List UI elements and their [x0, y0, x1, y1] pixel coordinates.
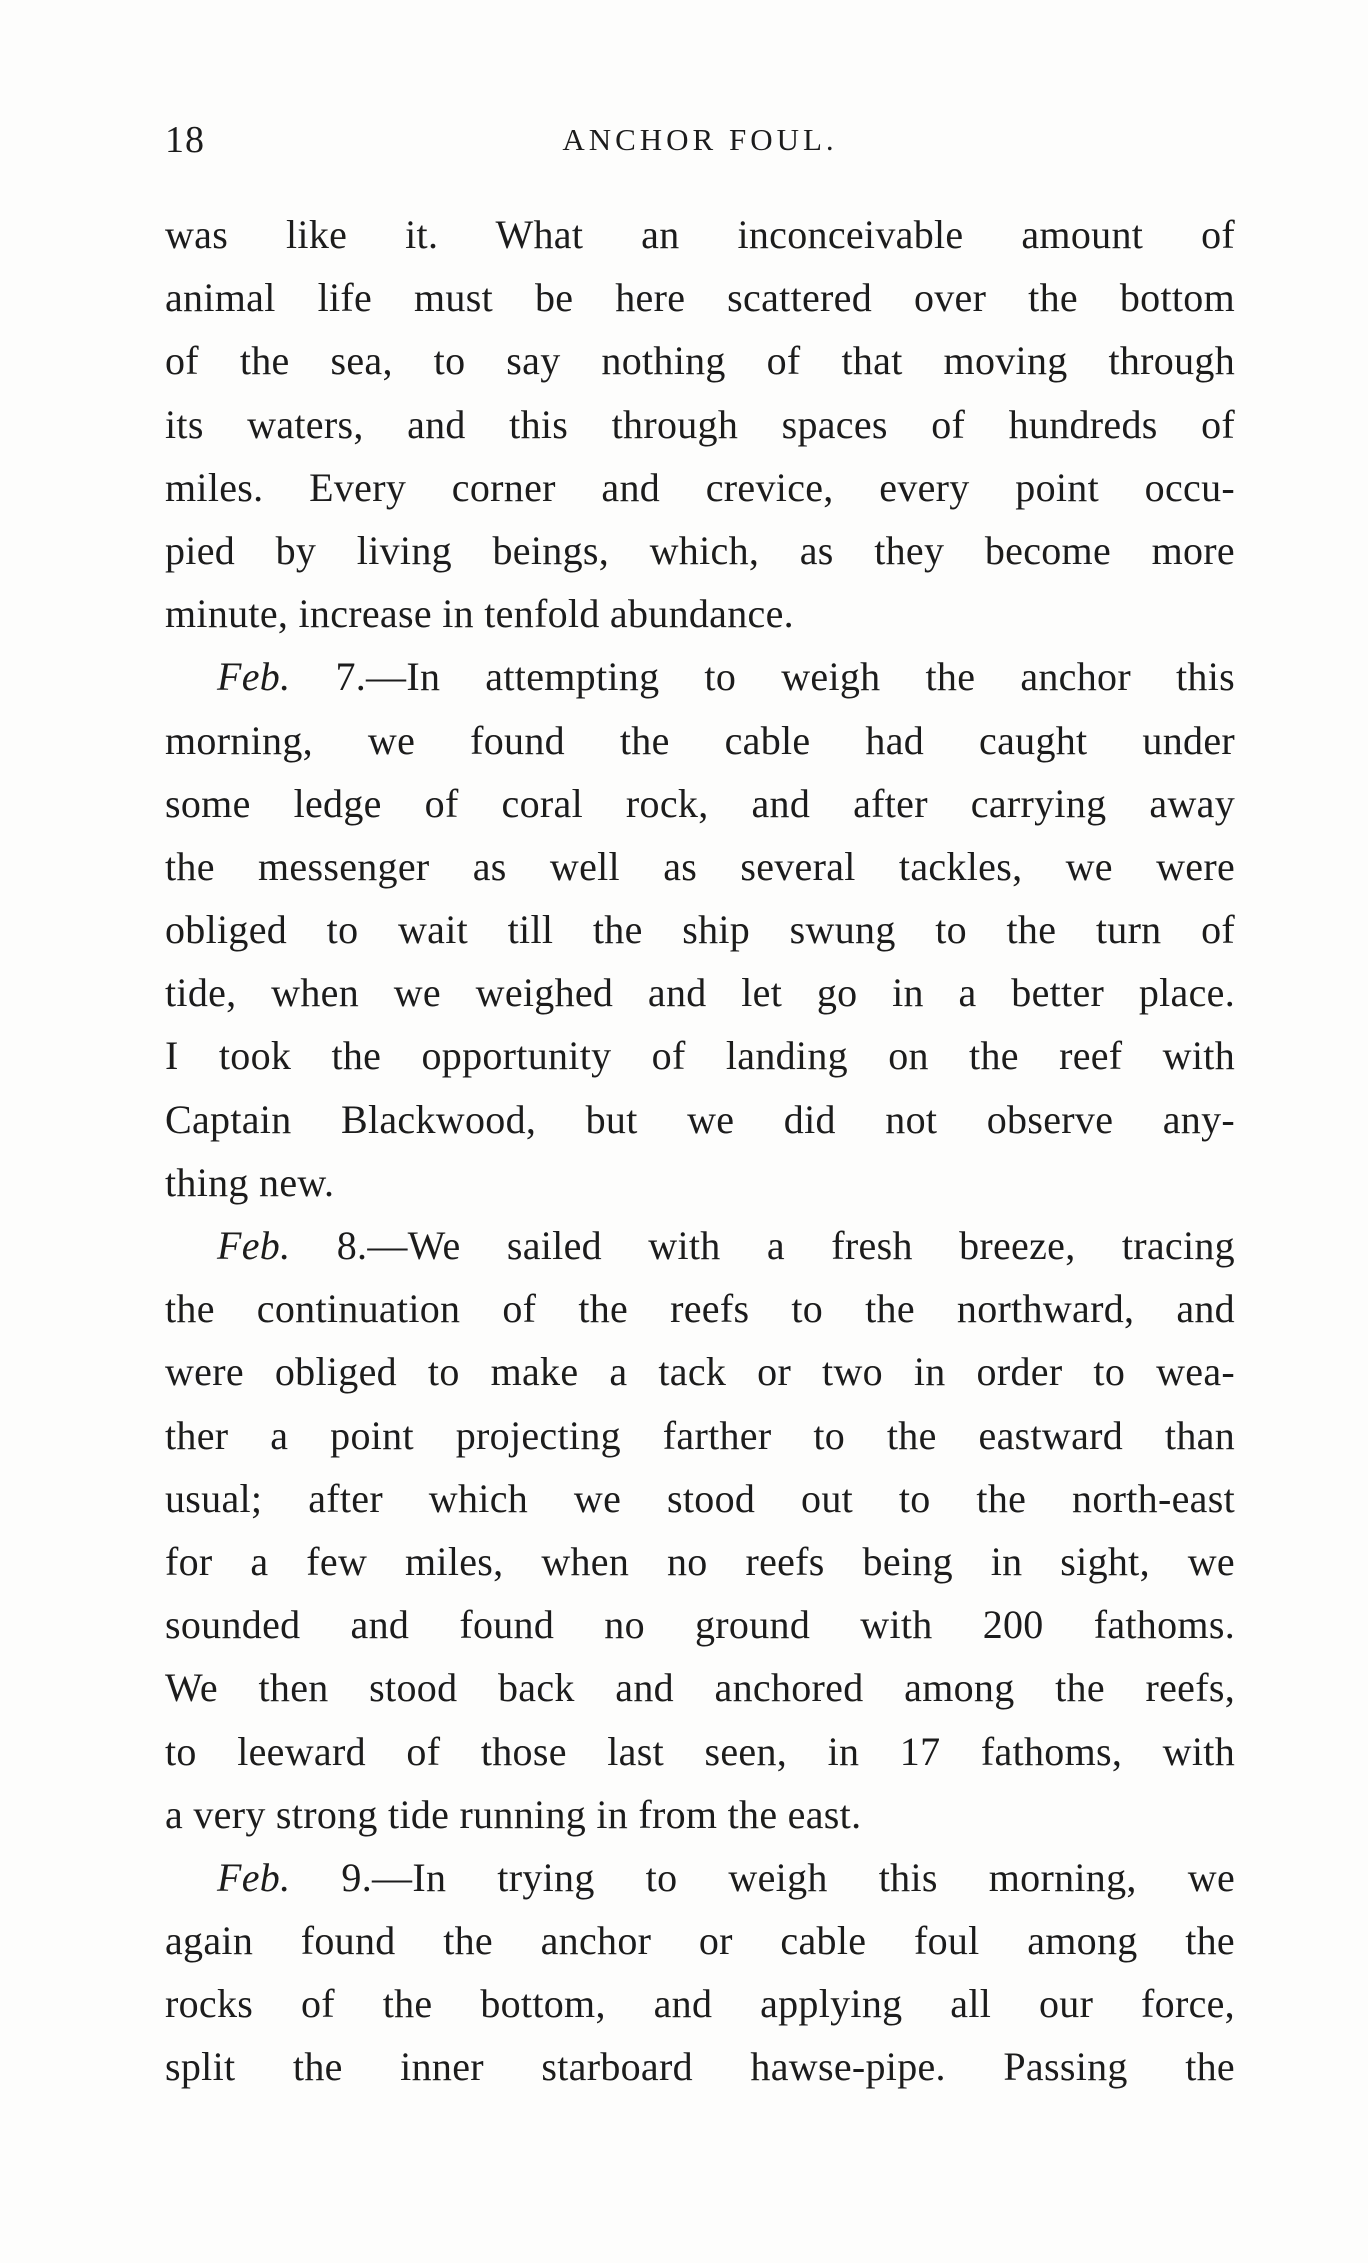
entry-date: Feb.	[217, 654, 291, 700]
text-line: a very strong tide running in from the east.	[165, 1791, 862, 1837]
text-line: its waters, and this through spaces of hundreds of	[165, 401, 1235, 447]
text-line: sounded and found no ground with 200 fathoms.	[165, 1602, 1235, 1648]
entry-date: Feb.	[217, 1854, 291, 1900]
chapter-title: ANCHOR FOUL.	[562, 122, 838, 157]
text-line: for a few miles, when no reefs being in sight, we	[165, 1538, 1235, 1584]
text-line: miles. Every corner and crevice, every point occu-	[165, 464, 1235, 510]
text-line: the messenger as well as several tackles, we were	[165, 843, 1235, 889]
text-line: morning, we found the cable had caught under	[165, 717, 1235, 763]
text-line: the continuation of the reefs to the northward, and	[165, 1286, 1235, 1332]
entry-text: 8.—We sailed with a fresh breeze, tracing	[290, 1223, 1235, 1268]
body-text	[165, 203, 1235, 2099]
text-line: pied by living beings, which, as they become more	[165, 527, 1235, 573]
text-line: animal life must be here scattered over the bottom	[165, 275, 1235, 321]
text-line: minute, increase in tenfold abundance.	[165, 591, 794, 637]
text-line: of the sea, to say nothing of that moving through	[165, 338, 1235, 384]
text-line: was like it. What an inconceivable amount of	[165, 212, 1235, 257]
text-line: I took the opportunity of landing on the reef with	[165, 1033, 1235, 1079]
text-line: obliged to wait till the ship swung to the turn of	[165, 907, 1235, 953]
text-line: rocks of the bottom, and applying all our force,	[165, 1981, 1235, 2027]
text-line: tide, when we weighed and let go in a better place.	[165, 970, 1235, 1016]
text-line: We then stood back and anchored among the reefs,	[165, 1665, 1235, 1711]
text-line: split the inner starboard hawse-pipe. Passing the	[165, 2044, 1235, 2090]
text-line: Captain Blackwood, but we did not observe any-	[165, 1096, 1235, 1142]
paragraph-first-line	[165, 1214, 1235, 1277]
entry-date: Feb.	[217, 1223, 291, 1268]
paragraph-first-line	[165, 1846, 1235, 1909]
running-head	[165, 118, 1235, 168]
page-number: 18	[165, 119, 205, 161]
text-line: thing new.	[165, 1159, 335, 1205]
entry-text: 9.—In trying to weigh this morning, we	[290, 1854, 1235, 1900]
text-line: ther a point projecting farther to the eastward than	[165, 1412, 1235, 1458]
text-line: again found the anchor or cable foul among the	[165, 1918, 1235, 1964]
text-line: were obliged to make a tack or two in order to wea-	[165, 1349, 1235, 1395]
entry-text: 7.—In attempting to weigh the anchor this	[290, 654, 1235, 700]
text-line: usual; after which we stood out to the north-east	[165, 1475, 1235, 1521]
text-line: some ledge of coral rock, and after carrying away	[165, 780, 1235, 826]
paragraph-first-line	[165, 645, 1235, 708]
text-line: to leeward of those last seen, in 17 fathoms, with	[165, 1728, 1235, 1774]
